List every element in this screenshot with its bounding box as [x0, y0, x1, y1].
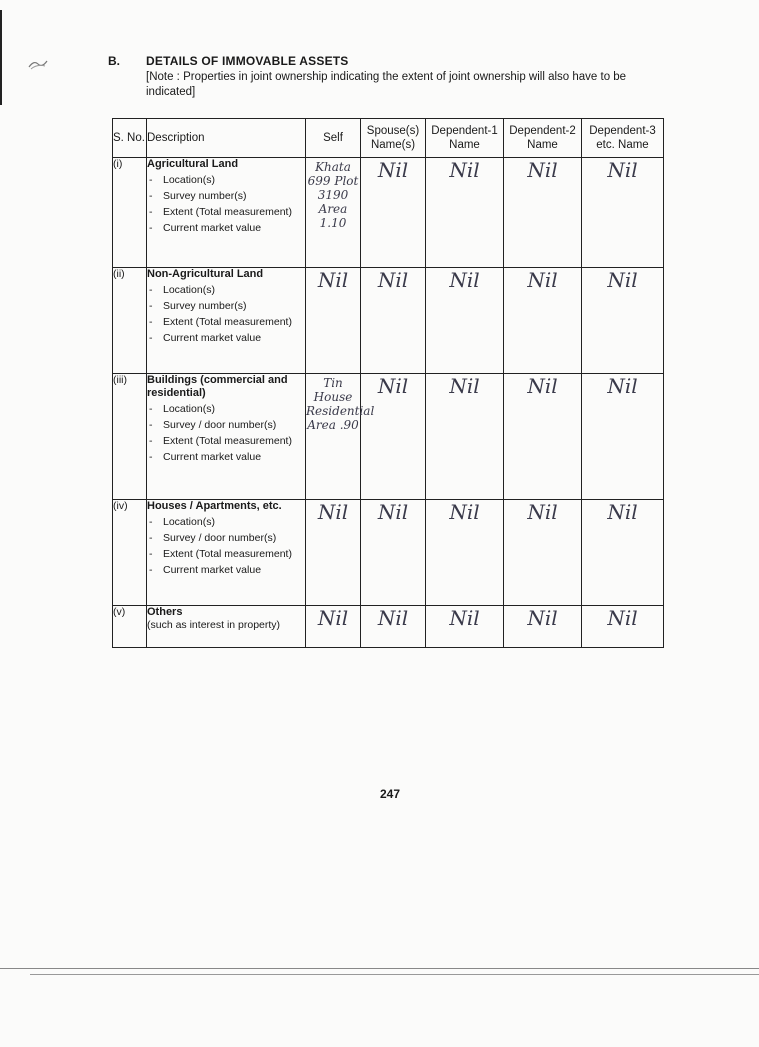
- table-row: [113, 500, 664, 606]
- handwritten-value: Nil: [317, 268, 349, 292]
- cell-spouse: [361, 500, 426, 606]
- cell-dependent-2: [504, 500, 582, 606]
- list-item: - Extent (Total measurement): [147, 435, 305, 448]
- row-sno: (i): [113, 158, 147, 268]
- table-row: [113, 268, 664, 374]
- list-item: - Extent (Total measurement): [147, 206, 305, 219]
- row-subtitle: (such as interest in property): [147, 619, 281, 631]
- handwritten-value: Nil: [527, 268, 558, 292]
- cell-spouse: [361, 606, 426, 648]
- cell-dependent-1: [426, 374, 504, 500]
- list-item: - Location(s): [147, 284, 305, 297]
- cell-dependent-3: [582, 158, 664, 268]
- handwritten-value: Nil: [377, 606, 409, 630]
- row-sno: (iii): [113, 374, 147, 500]
- row-item-list: [147, 516, 305, 577]
- cell-self: [306, 158, 361, 268]
- handwritten-value: Nil: [377, 500, 409, 524]
- header-dependent-3: Dependent-3 etc. Name: [582, 119, 664, 158]
- row-category: Others: [147, 606, 183, 618]
- list-item: - Location(s): [147, 403, 305, 416]
- cell-dependent-3: [582, 268, 664, 374]
- row-sno: (ii): [113, 268, 147, 374]
- handwritten-value: Nil: [317, 500, 349, 524]
- cell-dependent-1: [426, 606, 504, 648]
- cell-dependent-1: [426, 158, 504, 268]
- page-number: 247: [380, 787, 401, 801]
- handwritten-value: Nil: [377, 374, 409, 398]
- table-row: [113, 158, 664, 268]
- section-note: [Note : Properties in joint ownership indicating the extent of joint ownership will also have to be indicated]: [146, 71, 627, 98]
- handwritten-self-value: Tin House Residential Area .90: [306, 376, 375, 432]
- cell-dependent-1: [426, 500, 504, 606]
- row-category: Agricultural Land: [147, 158, 239, 170]
- handwritten-value: Nil: [527, 158, 558, 182]
- row-description: [147, 158, 306, 268]
- cell-dependent-2: [504, 268, 582, 374]
- section-title: DETAILS OF IMMOVABLE ASSETS: [146, 54, 349, 68]
- list-item: - Location(s): [147, 174, 305, 187]
- cell-spouse: [361, 158, 426, 268]
- row-description: [147, 268, 306, 374]
- row-category: Buildings (commercial and residential): [147, 374, 288, 399]
- header-dependent-2: Dependent-2 Name: [504, 119, 582, 158]
- cell-dependent-2: [504, 158, 582, 268]
- handwritten-value: Nil: [527, 374, 558, 398]
- cell-dependent-3: [582, 500, 664, 606]
- cell-dependent-2: [504, 606, 582, 648]
- scan-edge-line: [0, 10, 2, 105]
- header-sno: S. No.: [113, 119, 147, 158]
- handwritten-value: Nil: [449, 158, 480, 182]
- header-description: Description: [147, 119, 306, 158]
- row-sno: (v): [113, 606, 147, 648]
- header-spouse: Spouse(s) Name(s): [361, 119, 426, 158]
- handwritten-value: Nil: [527, 500, 558, 524]
- handwritten-value: Nil: [607, 158, 638, 182]
- cell-self: [306, 500, 361, 606]
- handwritten-value: Nil: [607, 500, 638, 524]
- list-item: - Current market value: [147, 222, 305, 235]
- list-item: - Current market value: [147, 564, 305, 577]
- row-item-list: [147, 284, 305, 345]
- list-item: - Location(s): [147, 516, 305, 529]
- row-description: [147, 500, 306, 606]
- row-item-list: [147, 403, 305, 464]
- list-item: - Current market value: [147, 451, 305, 464]
- scan-bottom-line: [0, 968, 759, 969]
- handwritten-value: Nil: [449, 606, 480, 630]
- header-row: [113, 119, 664, 158]
- handwritten-value: Nil: [377, 158, 409, 182]
- handwritten-value: Nil: [607, 606, 638, 630]
- list-item: - Survey / door number(s): [147, 419, 305, 432]
- header-dependent-1: Dependent-1 Name: [426, 119, 504, 158]
- list-item: - Extent (Total measurement): [147, 316, 305, 329]
- cell-self: [306, 268, 361, 374]
- handwritten-value: Nil: [377, 268, 409, 292]
- row-description: [147, 374, 306, 500]
- row-item-list: [147, 174, 305, 235]
- cell-dependent-2: [504, 374, 582, 500]
- list-item: - Current market value: [147, 332, 305, 345]
- table-row: [113, 374, 664, 500]
- handwritten-value: Nil: [527, 606, 558, 630]
- handwritten-value: Nil: [607, 374, 638, 398]
- cell-self: [306, 606, 361, 648]
- handwritten-self-value: Khata 699 Plot 3190 Area 1.10: [307, 160, 359, 230]
- cell-dependent-3: [582, 606, 664, 648]
- immovable-assets-table: [112, 118, 664, 648]
- handwritten-value: Nil: [449, 500, 480, 524]
- list-item: - Survey number(s): [147, 300, 305, 313]
- cell-spouse: [361, 268, 426, 374]
- row-sno: (iv): [113, 500, 147, 606]
- list-item: - Extent (Total measurement): [147, 548, 305, 561]
- table-row: [113, 606, 664, 648]
- scribble-mark: [28, 58, 48, 70]
- handwritten-value: Nil: [607, 268, 638, 292]
- section-letter: B.: [108, 54, 120, 68]
- cell-dependent-1: [426, 268, 504, 374]
- list-item: - Survey / door number(s): [147, 532, 305, 545]
- header-self: Self: [306, 119, 361, 158]
- row-description: [147, 606, 306, 648]
- scan-bottom-line-2: [30, 974, 759, 975]
- cell-spouse: [361, 374, 426, 500]
- handwritten-value: Nil: [317, 606, 349, 630]
- handwritten-value: Nil: [449, 268, 480, 292]
- cell-dependent-3: [582, 374, 664, 500]
- row-category: Non-Agricultural Land: [147, 268, 264, 280]
- handwritten-value: Nil: [449, 374, 480, 398]
- row-category: Houses / Apartments, etc.: [147, 500, 282, 512]
- cell-self: [306, 374, 375, 500]
- list-item: - Survey number(s): [147, 190, 305, 203]
